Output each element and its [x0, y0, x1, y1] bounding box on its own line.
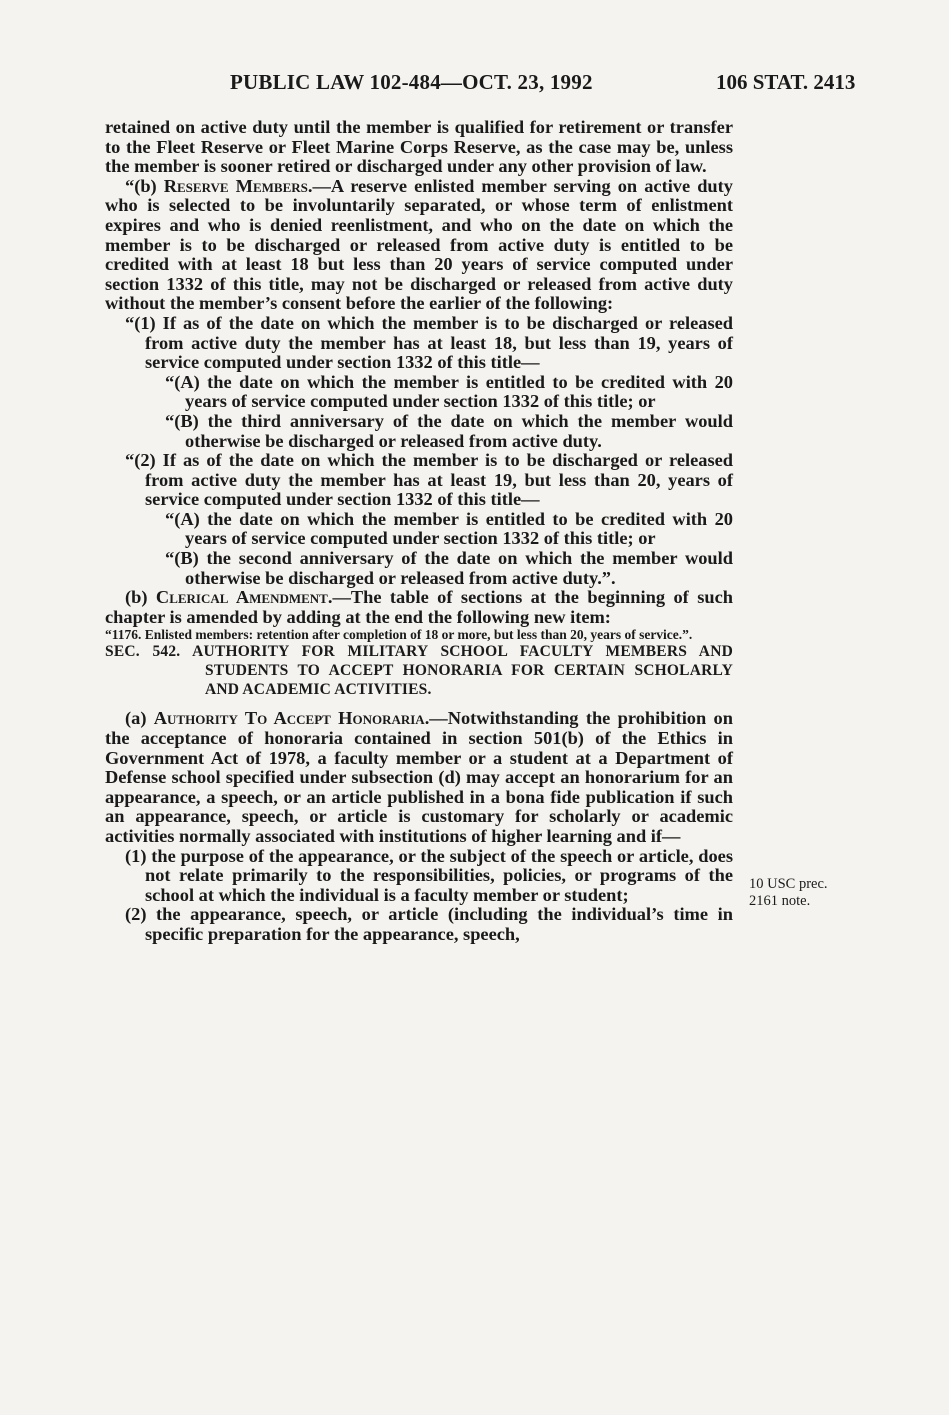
- page-body: [105, 118, 733, 945]
- paragraph-clerical-amendment: [105, 588, 733, 627]
- subsection-marker: (b): [125, 587, 156, 608]
- subclause-2-b: “(B) the second anniversary of the date on which the member would otherwise be discharged or released from active duty.”.: [165, 548, 733, 588]
- stat-page-number: 106 STAT. 2413: [716, 70, 856, 94]
- margin-note-line: 2161 note.: [749, 893, 811, 909]
- paragraph-continuation: retained on active duty until the member is qualified for retirement or transfer to the Fleet Reserve or Fleet Marine Corps Reserve, as the case may be, unless the member is sooner retired or discharged under any other provision of law.: [105, 117, 733, 177]
- paragraph-authority: [105, 709, 733, 846]
- subsection-marker: “(b): [125, 175, 164, 196]
- page-header: [0, 70, 949, 100]
- clause-authority-1: (1) the purpose of the appearance, or the subject of the speech or article, does not relate primarily to the responsibilities, policies, or programs of the school at which the individual is a faculty member or student;: [125, 845, 733, 905]
- margin-note-citation: [749, 876, 828, 910]
- subsection-heading: Clerical Amendment.: [155, 587, 333, 608]
- clause-1: “(1) If as of the date on which the member is to be discharged or released from active duty the member has at least 18, but less than 19, years of service computed under section 1332 of this title—: [125, 312, 733, 373]
- subsection-text: —Notwithstanding the prohibition on the acceptance of honoraria contained in section 501(b) of the Ethics in Government Act of 1978, a faculty member or a student at a Department of Defense school specified under subsection (d) may accept an honorarium for an appearance, a speech, or an article published in a bona fide publication if such an appearance, speech, or article is customary for scholarly or academic activities normally associated with institutions of higher learning and if—: [105, 708, 733, 846]
- table-of-sections-item: “1176. Enlisted members: retention after completion of 18 or more, but less than 20, years of service.”.: [105, 627, 693, 643]
- subsection-heading: Reserve Members.: [163, 175, 313, 196]
- subclause-1-a: “(A) the date on which the member is entitled to be credited with 20 years of service computed under section 1332 of this title; or: [165, 371, 733, 412]
- running-title: PUBLIC LAW 102-484—OCT. 23, 1992: [230, 70, 593, 94]
- section-heading: SEC. 542. AUTHORITY FOR MILITARY SCHOOL FACULTY MEMBERS AND STUDENTS TO ACCEPT HONORARIA FOR CERTAIN SCHOLARLY AND ACADEMIC ACTIVITIES.: [105, 643, 733, 699]
- clause-authority-2: (2) the appearance, speech, or article (including the individual’s time in specific preparation for the appearance, speech,: [125, 904, 733, 944]
- subclause-1-b: “(B) the third anniversary of the date on which the member would otherwise be discharged or released from active duty.: [165, 410, 733, 451]
- paragraph-reserve-members: [105, 177, 733, 314]
- subclause-2-a: “(A) the date on which the member is entitled to be credited with 20 years of service computed under section 1332 of this title; or: [165, 508, 733, 549]
- clause-2: “(2) If as of the date on which the member is to be discharged or released from active duty the member has at least 19, but less than 20, years of service computed under section 1332 of this title—: [125, 450, 733, 510]
- subsection-text: —The table of sections at the beginning of such chapter is amended by adding at the end the following new item:: [105, 587, 733, 627]
- subsection-heading: Authority To Accept Honoraria.: [153, 708, 430, 729]
- subsection-text: —A reserve enlisted member serving on active duty who is selected to be involuntarily separated, or whose term of enlistment expires and who is denied reenlistment, and who on the date on which the member is to be discharged or released from active duty is entitled to be credited with at least 18 but less than 20 years of service computed under section 1332 of this title, may not be discharged or released from active duty without the member’s consent before the earlier of the following:: [105, 175, 733, 314]
- margin-note-line: 10 USC prec.: [749, 876, 828, 892]
- subsection-marker: (a): [125, 708, 154, 729]
